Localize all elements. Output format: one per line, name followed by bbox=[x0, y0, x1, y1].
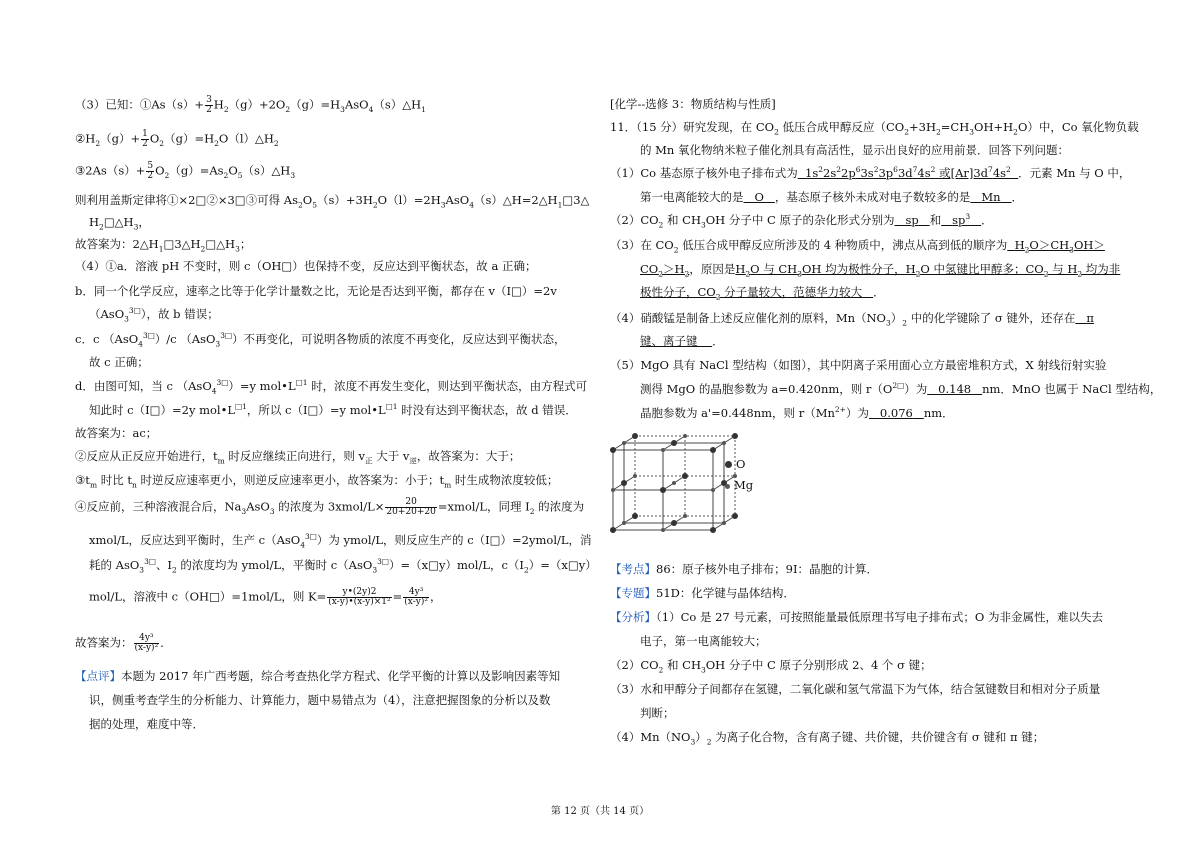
text-line: （AsO$_3^{3□}$），故 b 错误； bbox=[89, 306, 219, 324]
text-line: 识，侧重考查学生的分析能力、计算能力，题中易错点为（4），注意把握图象的分析以及数 bbox=[89, 693, 551, 707]
text-line: 11．（15 分）研究发现，在 $CO_2$ 低压合成甲醇反应$(CO_2+3H_2=CH_3OH+H_2O)$中，Co 氧化物负载 bbox=[610, 120, 1139, 137]
answer-blank: Mn bbox=[981, 190, 1001, 204]
text-line: 【专题】51D：化学键与晶体结构． bbox=[610, 586, 795, 600]
fraction: $\frac{1}{2}$ bbox=[142, 129, 148, 149]
text-line: 【考点】86：原子核外电子排布；9I：晶胞的计算． bbox=[610, 562, 878, 576]
text-line: b．同一个化学反应，速率之比等于化学计量数之比，无论是否达到平衡，都存在 v（I□）=2v bbox=[75, 284, 557, 298]
text-line: （3）在 $CO_2$ 低压合成甲醇反应所涉及的 4 种物质中，沸点从高到低的顺序为 $H_2O>CH_3OH>$ bbox=[610, 238, 1105, 255]
o-atom-icon bbox=[725, 461, 732, 468]
answer-blank: sp bbox=[905, 213, 919, 227]
text-line: ④反应前，三种溶液混合后，$Na_3AsO_3$ 的浓度为 3xmol/L× $\frac{20}{20+20+20}$ =xmol/L，同理 $I_2$ 的浓度为 bbox=[75, 497, 585, 517]
fenxi-tag: 【分析】 bbox=[610, 610, 656, 624]
text-line: d．由图可知，当 c （AsO$_4^{3□}$）=y $mol•L^{□1}$ 时，浓度不再发生变化，则达到平衡状态，由方程式可 bbox=[75, 378, 588, 396]
text-line: ③2As（s）+ $\frac{5}{2}$ $O_2(g)=As_2O_5(s)\triangle H_3$ bbox=[75, 161, 296, 181]
text-line: $(2)CO_2$ 和 $CH_3OH$ 分子中 C 原子分别形成 2、4 个 σ 键； bbox=[610, 658, 932, 675]
text-line: 则利用盖斯定律将①×2□②×3□③可得 $As_2O_5(s)+3H_2O(l)=2H_3AsO_4(s)\triangle H=2\triangle H_1□3\triangle$ bbox=[75, 193, 590, 210]
text-line: 判断； bbox=[640, 706, 675, 720]
fraction: $\frac{20}{20+20+20}$ bbox=[386, 497, 436, 517]
text-line: 故答案为：ac； bbox=[75, 426, 158, 440]
text-line: （5）MgO 具有 NaCl 型结构（如图），其中阴离子采用面心立方最密堆积方式，X 射线衍射实验 bbox=[610, 358, 1107, 372]
answer-blank: 0.076 bbox=[879, 406, 913, 420]
fraction: $\frac{5}{2}$ bbox=[147, 161, 154, 181]
section-heading: [化学--选修 3：物质结构与性质] bbox=[610, 97, 776, 111]
kaodian-tag: 【考点】 bbox=[610, 562, 656, 576]
zhuanti-tag: 【专题】 bbox=[610, 586, 656, 600]
answer-blank: $CO_2>H_2$ bbox=[640, 262, 690, 279]
text-line: $②H_2(g)+$ $\frac{1}{2}$ $O_2(g)=H_2O(l)\triangle H_2$ bbox=[75, 129, 279, 149]
text-line: （3）水和甲醇分子间都存在氢键，二氧化碳和氢气常温下为气体，结合氢键数目和相对分子质量 bbox=[610, 682, 1101, 696]
answer-blank: $H_2O>CH_3OH>$ bbox=[1014, 238, 1105, 255]
text-line: 据的处理，难度中等． bbox=[89, 717, 204, 731]
fraction: $\frac{\text{4y³}}{\text{(x-y)²}}$ bbox=[404, 587, 428, 607]
text-line: $③t_m$ 时比 $t_n$ 时逆反应速率更小，则逆反应速率更小，故答案为：小于；$t_m$ 时生成物浓度较低； bbox=[75, 473, 559, 490]
text-line: mol/L，溶液中 c（OH□）=1mol/L，则 K= $\frac{y•(2y)2}{\text{(x-y)•(x-y)×1²}}$ = $\frac{\text{4y³}}{\text{(x-y)²}}$ ， bbox=[89, 587, 442, 607]
answer-blank: $sp^3$ bbox=[952, 212, 971, 227]
answer-blank: 键、离子键 bbox=[640, 334, 698, 348]
text-line: 【点评】本题为 2017 年广西考题，综合考查热化学方程式、化学平衡的计算以及影响因素等知 bbox=[75, 669, 561, 683]
fraction: $\frac{\text{4y³}}{\text{(x-y)²}}$ bbox=[134, 633, 159, 653]
text-line: $(2)CO_2$ 和 $CH_3OH$ 分子中 C 原子的杂化形式分别为 sp 和 $sp^3$ ． bbox=[610, 212, 993, 230]
answer-blank: π bbox=[1086, 311, 1094, 325]
answer-blank: 极性分子，$CO_2$ 分子量较大，范德华力较大 bbox=[640, 285, 863, 302]
fraction: $\frac{y•(2y)2}{\text{(x-y)•(x-y)×1²}}$ bbox=[328, 587, 391, 607]
text-line: （4）硝酸锰是制备上述反应催化剂的原料，$Mn(NO_3)_2$ 中的化学键除了 σ 键外，还存在 π bbox=[610, 311, 1094, 328]
text-line: 极性分子，$CO_2$ 分子量较大，范德华力较大 ． bbox=[640, 285, 885, 302]
text-line: 电子，第一电离能较大； bbox=[640, 634, 767, 648]
text-line: 第一电离能较大的是 O ，基态原子核外未成对电子数较多的是 Mn ． bbox=[640, 190, 1023, 204]
text-line: xmol/L，反应达到平衡时，生产 c（AsO$_4^{3□}$）为 ymol/L，则反应生产的 c（I□）=2ymol/L，消 bbox=[89, 532, 592, 550]
text-line: 知此时 c（I□）=2y $mol•L^{□1}$，所以 c（I□）=y $mol•L^{□1}$ 时没有达到平衡状态，故 d 错误． bbox=[89, 402, 577, 417]
text-line: 故 c 正确； bbox=[89, 355, 149, 369]
text-line: （1）Co 基态原子核外电子排布式为 $1s^22s^22p^63s^23p^63d^74s^2$ 或$[Ar]3d^74s^2$ ．元素 Mn 与 O 中， bbox=[610, 165, 1131, 180]
text-line: $H_2□\triangle H_3$， bbox=[89, 215, 150, 232]
comment-tag: 【点评】 bbox=[75, 669, 121, 683]
text-line: 【分析】（1）Co 是 27 号元素，可按照能量最低原理书写电子排布式；O 为非金属性，难以失去 bbox=[610, 610, 1103, 624]
text-line: 故答案为： $\frac{\text{4y³}}{\text{(x-y)²}}$ ． bbox=[75, 633, 172, 653]
answer-blank: $1s^22s^22p^63s^23p^63d^74s^2$ 或$[Ar]3d^74s^2$ bbox=[805, 165, 1011, 180]
text-line: $(4)Mn(NO_3)_2$ 为离子化合物，含有离子键、共价键，共价键含有 σ 键和 π 键； bbox=[610, 730, 1045, 747]
text-line: 耗的 AsO$_3^{3□}$、$I_2$ 的浓度均为 ymol/L，平衡时 c（AsO$_3^{3□}$）=（x□y）mol/L，$c(I_2)=(x□y)$ bbox=[89, 557, 597, 575]
legend-mg: Mg bbox=[725, 477, 753, 493]
mg-atom-icon bbox=[725, 484, 730, 489]
text-line: c．c （AsO$_4^{3□}$）/c （AsO$_3^{3□}$）不再变化，可说明各物质的浓度不再变化，反应达到平衡状态， bbox=[75, 331, 566, 349]
page-footer: 第 12 页（共 14 页） bbox=[550, 806, 650, 817]
legend-o: O bbox=[725, 456, 745, 472]
text-line: （3）已知：①As（s）+ $\frac{3}{2}$ $H_2(g)+2O_2(g)=H_3AsO_4(s)\triangle H_1$ bbox=[75, 95, 426, 115]
text-line: 晶胞参数为 a'=0.448nm，则 $r(Mn^{2+})$为 0.076 nm． bbox=[640, 405, 954, 420]
text-line: （4）①a．溶液 pH 不变时，则 c（OH□）也保持不变，反应达到平衡状态，故 a 正确； bbox=[75, 259, 537, 273]
text-line: $CO_2>H_2$，原因是$H_2O$ 与 $CH_3OH$ 均为极性分子，$H_2O$ 中氢键比甲醇多；$CO_2$ 与 $H_2$ 均为非 bbox=[640, 262, 1121, 279]
answer-blank: $H_2O$ 与 $CH_3OH$ 均为极性分子，$H_2O$ 中氢键比甲醇多；$CO_2$ 与 $H_2$ 均为非 bbox=[735, 262, 1121, 279]
text-line: 的 Mn 氧化物纳米粒子催化剂具有高活性，显示出良好的应用前景．回答下列问题： bbox=[640, 143, 1069, 157]
text-line: 测得 MgO 的晶胞参数为 a=0.420nm，则 $r(O^{2□})$为 0.148 nm．MnO 也属于 NaCl 型结构， bbox=[640, 381, 1162, 396]
text-line: ②反应从正反应开始进行，$t_m$ 时反应继续正向进行，则 $v_正$ 大于 $v_逆$，故答案为：大于； bbox=[75, 449, 521, 466]
answer-blank: 0.148 bbox=[938, 382, 972, 396]
answer-blank: O bbox=[754, 190, 764, 204]
fraction: $\frac{3}{2}$ bbox=[206, 95, 212, 115]
text-line: 故答案为：$2\triangle H_1□3\triangle H_2□\triangle H_3$； bbox=[75, 237, 252, 254]
text-line: 键、离子键 ． bbox=[640, 334, 724, 348]
